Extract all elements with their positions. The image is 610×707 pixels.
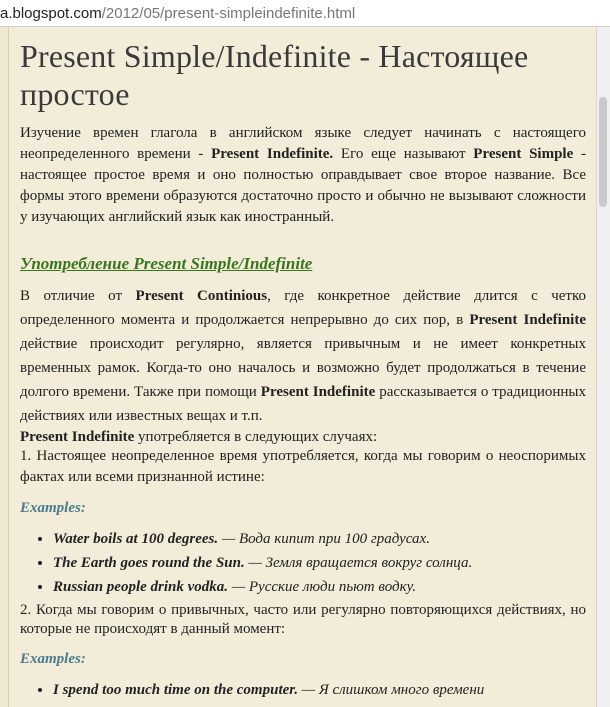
address-bar[interactable]	[0, 0, 610, 27]
text-run: действие происходит регулярно, является привычным и не имеет конкретных временных рамок. Когда-то оно началось и возможно будет продолжаться в течение долгого времени. Также при помощи	[20, 336, 586, 400]
vertical-scrollbar[interactable]	[596, 27, 610, 707]
text-run: В отличие от	[20, 288, 136, 304]
examples-label-2: Examples:	[20, 651, 86, 667]
usage-paragraph	[20, 284, 586, 428]
page-viewport	[0, 27, 610, 707]
blog-post	[8, 27, 597, 707]
examples-list-2	[20, 678, 586, 702]
bold-term: Present Indefinite	[260, 384, 376, 400]
case-1-text: 1. Настоящее неопределенное время употребляется, когда мы говорим о неоспоримых фактах или всеми признанной истине:	[20, 448, 586, 485]
example-russian: Вода кипит при 100 градусах.	[238, 531, 430, 547]
example-item	[53, 678, 586, 702]
cases-intro	[20, 428, 586, 446]
example-russian: Русские люди пьют водку.	[248, 579, 417, 595]
example-separator: —	[298, 682, 319, 698]
bold-term: Present Indefinite	[20, 429, 135, 445]
example-english: I spend too much time on the computer.	[53, 682, 299, 698]
usage-heading[interactable]: Употребление Present Simple/Indefinite	[20, 254, 313, 273]
url-path: /2012/05/present-simpleindefinite.html	[101, 4, 356, 22]
bold-term: Present Simple	[473, 146, 574, 162]
bold-term: Present Continious	[135, 288, 268, 304]
examples-list-1	[20, 527, 586, 599]
examples-label: Examples:	[20, 500, 86, 516]
url-host: a.blogspot.com	[0, 4, 102, 22]
example-russian: Земля вращается вокруг солнца.	[265, 555, 473, 571]
case-2-text: 2. Когда мы говорим о привычных, часто или регулярно повторяющихся действиях, но которые не происходят в данный момент:	[20, 602, 586, 637]
example-item	[53, 527, 586, 551]
text-run: , где конкретное действие длится с четко определенного момента и продолжается непрерывно до сих пор, в	[20, 288, 586, 328]
example-english: Russian people drink vodka.	[53, 579, 229, 595]
example-russian: Я слишком много времени	[318, 682, 485, 698]
intro-paragraph	[20, 123, 586, 228]
bold-term: Present Indefinite	[469, 312, 586, 328]
bold-term: Present Indefinite.	[211, 146, 334, 162]
example-separator: —	[244, 555, 266, 571]
text-run: Изучение времен глагола в английском языке следует начинать с настоящего неопределенного времени -	[20, 125, 586, 162]
example-item	[53, 575, 586, 599]
example-english: The Earth goes round the Sun.	[53, 555, 245, 571]
text-run: употребляется в следующих случаях:	[134, 429, 378, 445]
post-title: Present Simple/Indefinite - Настоящее простое	[20, 38, 529, 112]
scrollbar-thumb[interactable]	[599, 97, 607, 207]
text-run: - настоящее простое время и оно полностью оправдывает свое второе название. Все формы этого времени образуются достаточно просто и обычно не вызывают сложности у изучающих английский язык как иностранный.	[20, 146, 586, 225]
example-item	[53, 551, 586, 575]
example-separator: —	[228, 579, 249, 595]
text-run: рассказывается о традиционных действиях или известных вещах и т.п.	[20, 384, 587, 424]
example-english: Water boils at 100 degrees.	[53, 531, 219, 547]
example-separator: —	[218, 531, 239, 547]
text-run: Его еще называют	[333, 146, 474, 162]
